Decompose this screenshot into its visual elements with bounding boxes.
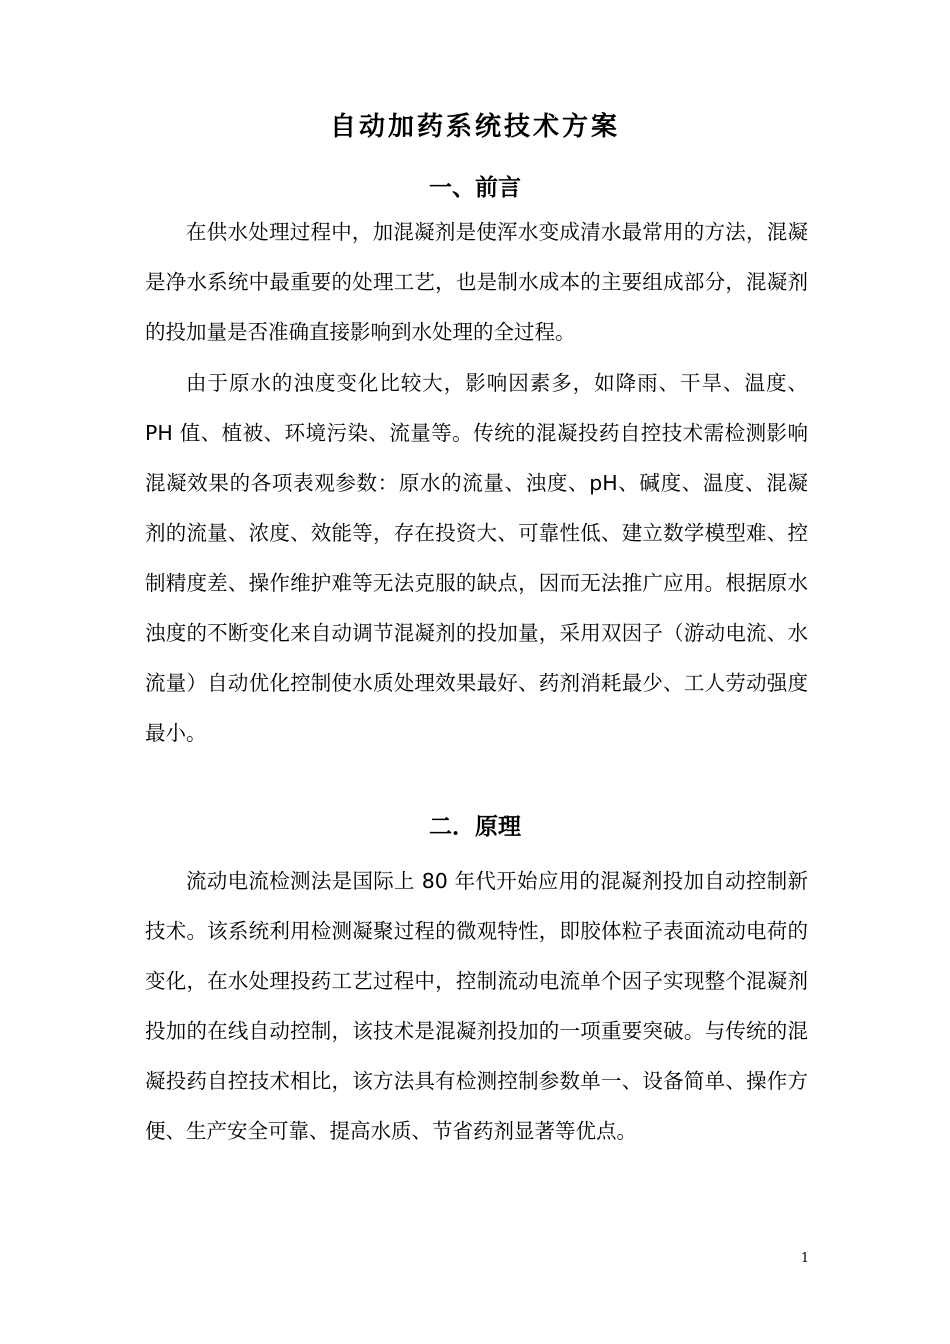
paragraph-preface-2: 由于原水的浊度变化比较大，影响因素多，如降雨、干旱、温度、PH 值、植被、环境污染、流量等。传统的混凝投药自控技术需检测影响混凝效果的各项表观参数：原水的流量、浊度、pH、碱度、温度、混凝剂的流量、浓度、效能等，存在投资大、可靠性低、建立数学模型难、控制精度差、操作维护难等无法克服的缺点，因而无法推广应用。根据原水浊度的不断变化来自动调节混凝剂的投加量，采用双因子（游动电流、水流量）自动优化控制使水质处理效果最好、药剂消耗最少、工人劳动强度最小。 [145, 371, 808, 745]
paragraph-preface-1: 在供水处理过程中，加混凝剂是使浑水变成清水最常用的方法，混凝是净水系统中最重要的处理工艺，也是制水成本的主要组成部分，混凝剂的投加量是否准确直接影响到水处理的全过程。 [145, 220, 808, 344]
document-title: 自动加药系统技术方案 [329, 112, 620, 142]
section-heading-preface: 一、前言 [429, 175, 521, 201]
section-heading-principle: 二．原理 [429, 814, 521, 840]
paragraph-principle-1: 流动电流检测法是国际上 80 年代开始应用的混凝剂投加自动控制新技术。该系统利用检测凝聚过程的微观特性，即胶体粒子表面流动电荷的变化，在水处理投药工艺过程中，控制流动电流单个因子实现整个混凝剂投加的在线自动控制，该技术是混凝剂投加的一项重要突破。与传统的混凝投药自控技术相比，该方法具有检测控制参数单一、设备简单、操作方便、生产安全可靠、提高水质、节省药剂显著等优点。 [145, 869, 808, 1143]
page-number: 1 [800, 1251, 810, 1266]
